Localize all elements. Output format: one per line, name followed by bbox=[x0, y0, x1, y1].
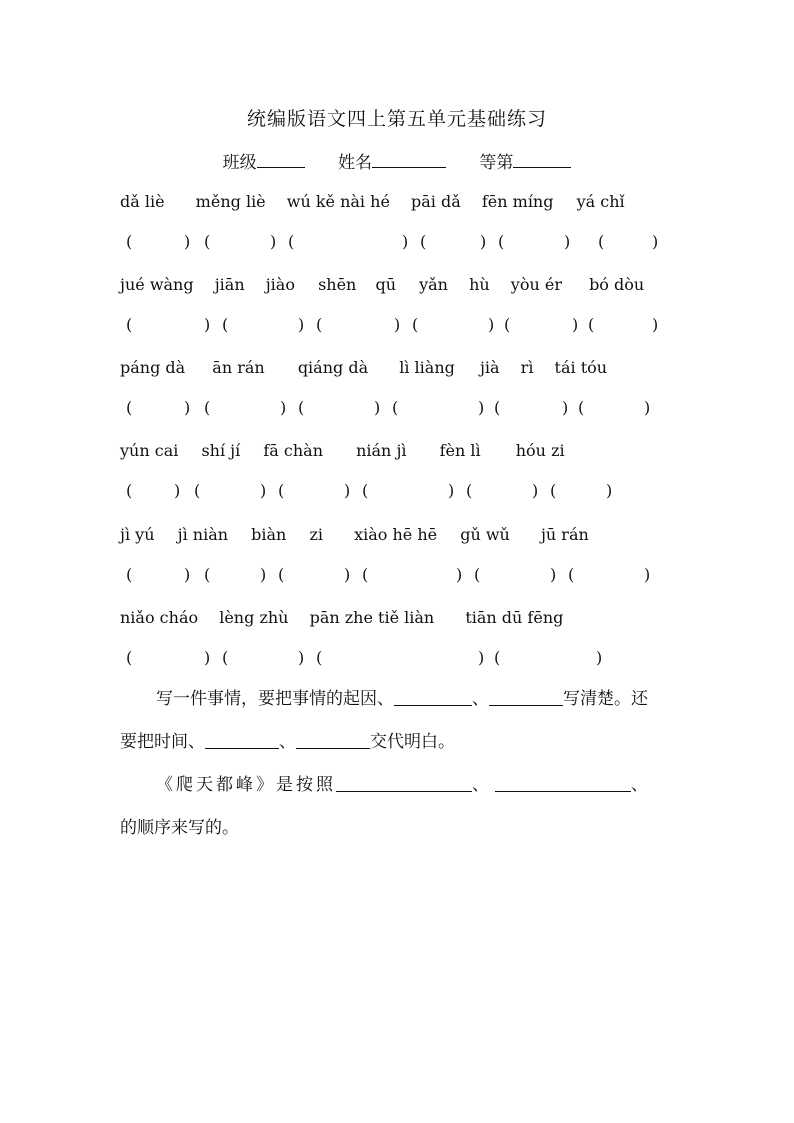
answer-blank[interactable] bbox=[394, 687, 472, 706]
pinyin-row-4 bbox=[120, 441, 585, 460]
answer-blank[interactable] bbox=[296, 730, 370, 749]
pinyin-word: bó dòu bbox=[589, 275, 645, 294]
pinyin-word: lì liàng bbox=[399, 358, 455, 377]
pinyin-word: biàn bbox=[251, 525, 287, 544]
pinyin-row-2 bbox=[120, 275, 664, 294]
answer-blank[interactable] bbox=[495, 773, 631, 792]
pinyin-word: pāi dǎ bbox=[411, 192, 461, 211]
pinyin-word: tái tóu bbox=[554, 358, 608, 377]
worksheet-page: 统编版语文四上第五单元基础练习 班级 姓名 等第 dǎ liè měng liè wú kě nài hé pāi dǎ fēn míng yá chǐ ( ) ( ) ( ) ( ) ( ) ( ) jué wàng jiān jiào shēn qū yǎn hù yòu ér bó dòu ( ) ( ) ( ) ( ) ( ) ( ) páng dà ān rán qiáng dà lì liàng jià rì tái tóu ( ) ( ) ( ) ( ) ( ) ( ) yún cai shí jí fā chàn nián jì fèn lì hóu zi ( ) ( ) ( ) ( ) ( ) ( ) jì yú jì niàn biàn zi xiào hē hē gǔ wǔ jū rán ( ) ( ) ( ) ( ) ( ) ( ) niǎo cháo lèng zhù pān zhe tiě liàn tiān dū fēng ( ) ( ) ( ) ( ) 写一件事情，要把事情的起因、 、 写清楚。还 要把时间、 、 交代明白。 《爬天都峰》是按照 、 、 的顺序来写的。 bbox=[0, 0, 794, 1123]
pinyin-word: yǎn bbox=[419, 275, 448, 294]
pinyin-word: dǎ liè bbox=[120, 192, 165, 211]
pinyin-word: páng dà bbox=[120, 358, 186, 377]
pinyin-word: jì yú bbox=[120, 525, 155, 544]
pinyin-word: yòu ér bbox=[510, 275, 562, 294]
pinyin-word: niǎo cháo bbox=[120, 608, 199, 627]
pinyin-row-6 bbox=[120, 608, 583, 627]
pinyin-word: shēn bbox=[318, 275, 357, 294]
question-paragraph-2: 《爬天都峰》是按照 、 、 的顺序来写的。 bbox=[120, 775, 648, 838]
pinyin-word: tiān dū fēng bbox=[465, 608, 564, 627]
pinyin-word: lèng zhù bbox=[219, 608, 289, 627]
pinyin-word: yá chǐ bbox=[576, 192, 625, 211]
answer-blank[interactable] bbox=[489, 687, 563, 706]
pinyin-word: wú kě nài hé bbox=[286, 192, 390, 211]
pinyin-word: yún cai bbox=[120, 441, 179, 460]
pinyin-row-1 bbox=[120, 192, 645, 211]
pinyin-word: qiáng dà bbox=[297, 358, 369, 377]
pinyin-word: pān zhe tiě liàn bbox=[309, 608, 435, 627]
pinyin-word: fèn lì bbox=[439, 441, 481, 460]
question-paragraph-1: 写一件事情，要把事情的起因、 、 写清楚。还 要把时间、 、 交代明白。 bbox=[120, 689, 648, 752]
pinyin-word: jū rán bbox=[540, 525, 589, 544]
pinyin-word: jì niàn bbox=[177, 525, 229, 544]
class-field[interactable]: 班级 bbox=[223, 148, 305, 173]
pinyin-word: qū bbox=[375, 275, 396, 294]
pinyin-word: zi bbox=[309, 525, 323, 544]
pinyin-word: fā chàn bbox=[263, 441, 323, 460]
grade-field[interactable]: 等第 bbox=[479, 148, 571, 173]
pinyin-word: rì bbox=[520, 358, 534, 377]
pinyin-word: hóu zi bbox=[515, 441, 565, 460]
pinyin-word: ān rán bbox=[212, 358, 265, 377]
pinyin-word: hù bbox=[469, 275, 490, 294]
pinyin-row-3 bbox=[120, 358, 627, 377]
pinyin-word: jué wàng bbox=[120, 275, 194, 294]
pinyin-word: jiào bbox=[265, 275, 295, 294]
student-info-line bbox=[0, 148, 794, 173]
pinyin-word: nián jì bbox=[356, 441, 407, 460]
pinyin-row-5 bbox=[120, 525, 609, 544]
pinyin-word: jiān bbox=[214, 275, 245, 294]
pinyin-word: shí jí bbox=[201, 441, 241, 460]
page-title: 统编版语文四上第五单元基础练习 bbox=[246, 108, 547, 130]
pinyin-word: jià bbox=[479, 358, 500, 377]
answer-blank[interactable] bbox=[205, 730, 279, 749]
pinyin-word: gǔ wǔ bbox=[460, 525, 510, 544]
pinyin-word: fēn míng bbox=[481, 192, 554, 211]
pinyin-word: měng liè bbox=[195, 192, 266, 211]
pinyin-word: xiào hē hē bbox=[354, 525, 438, 544]
answer-blank[interactable] bbox=[336, 773, 472, 792]
name-field[interactable]: 姓名 bbox=[338, 148, 446, 173]
